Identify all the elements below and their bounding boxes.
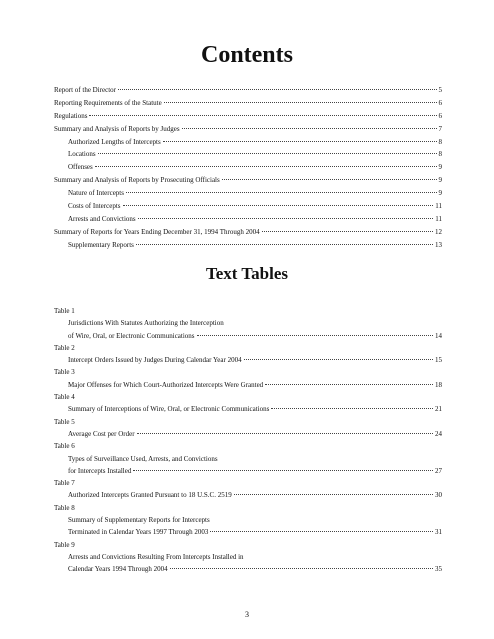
toc-entry-label: Offenses	[68, 163, 93, 172]
dot-leader	[271, 408, 433, 409]
table-number-label: Table 4	[54, 393, 75, 402]
dot-leader	[126, 192, 437, 193]
table-title-text: Summary of Supplementary Reports for Intercepts	[68, 516, 210, 525]
dot-leader	[95, 166, 437, 167]
table-page: 18	[435, 380, 442, 389]
toc-entry[interactable]	[54, 110, 442, 123]
table-title-text: Major Offenses for Which Court-Authorized Intercepts Were Granted	[68, 380, 264, 389]
text-tables-list	[54, 305, 442, 576]
table-number-label: Table 5	[54, 417, 75, 426]
table-title-text: Summary of Interceptions of Wire, Oral, or Electronic Communications	[68, 405, 270, 414]
table-number	[54, 539, 442, 551]
dot-leader	[170, 568, 433, 569]
table-number	[54, 477, 442, 489]
table-page: 24	[435, 429, 442, 438]
table-number-label: Table 1	[54, 307, 75, 315]
dot-leader	[118, 89, 436, 90]
toc-subentry[interactable]	[54, 136, 442, 149]
toc-entry-label: Summary and Analysis of Reports by Judges	[54, 124, 180, 133]
toc-subentry[interactable]	[54, 148, 442, 161]
table-title-line[interactable]	[54, 453, 442, 465]
table-title-text: of Wire, Oral, or Electronic Communications	[68, 331, 195, 340]
table-number	[54, 416, 442, 428]
table-title-text: Calendar Years 1994 Through 2004	[68, 565, 168, 574]
toc-entry[interactable]	[54, 226, 442, 239]
toc-entry-label: Reporting Requirements of the Statute	[54, 98, 162, 107]
dot-leader	[98, 153, 437, 154]
toc-entry-label: Summary of Reports for Years Ending December 31, 1994 Through 2004	[54, 227, 260, 236]
toc-entry-label: Regulations	[54, 111, 88, 120]
table-title-line[interactable]	[54, 403, 442, 415]
table-title-line[interactable]	[54, 317, 442, 329]
dot-leader	[89, 115, 436, 116]
table-number	[54, 366, 442, 378]
table-title-line[interactable]	[54, 526, 442, 538]
toc-entry-page: 9	[438, 163, 442, 172]
table-page: 21	[435, 405, 442, 414]
toc-entry-label: Costs of Intercepts	[68, 202, 121, 211]
toc-entry-page: 12	[435, 227, 442, 236]
toc-entry-page: 6	[438, 98, 442, 107]
toc-entry[interactable]	[54, 97, 442, 110]
table-page: 15	[435, 356, 442, 365]
toc-subentry[interactable]	[54, 161, 442, 174]
table-number-label: Table 8	[54, 503, 75, 512]
toc-entry-label: Locations	[68, 150, 96, 159]
table-number	[54, 342, 442, 354]
toc-entry-page: 5	[438, 86, 442, 94]
dot-leader	[210, 531, 433, 532]
toc-entry-page: 6	[438, 111, 442, 120]
dot-leader	[136, 244, 433, 245]
table-title-text: Average Cost per Order	[68, 429, 135, 438]
toc-entry-page: 7	[438, 124, 442, 133]
table-title-text: for Intercepts Installed	[68, 466, 132, 475]
toc-entry-page: 13	[435, 240, 442, 249]
dot-leader	[123, 205, 434, 206]
contents-title: Contents	[200, 42, 293, 68]
toc-entry-page: 11	[435, 214, 442, 223]
toc-entry-page: 9	[438, 189, 442, 198]
table-number-label: Table 9	[54, 540, 75, 549]
toc-entry[interactable]	[54, 123, 442, 136]
table-title-line[interactable]	[54, 379, 442, 391]
toc-subentry[interactable]	[54, 200, 442, 213]
table-page: 14	[435, 331, 442, 340]
table-number	[54, 305, 442, 317]
table-page: 30	[435, 491, 442, 500]
dot-leader	[234, 494, 433, 495]
dot-leader	[138, 218, 434, 219]
table-title-text: Types of Surveillance Used, Arrests, and Convictions	[68, 454, 218, 463]
table-title-line[interactable]	[54, 330, 442, 342]
dot-leader	[164, 102, 437, 103]
dot-leader	[182, 128, 437, 129]
table-number	[54, 391, 442, 403]
table-title-line[interactable]	[54, 428, 442, 440]
toc-subentry[interactable]	[54, 213, 442, 226]
table-title-line[interactable]	[54, 489, 442, 501]
toc-entry-label: Summary and Analysis of Reports by Prosecuting Officials	[54, 176, 220, 185]
text-tables-title: Text Tables	[205, 264, 289, 283]
toc-entry-label: Report of the Director	[54, 86, 117, 94]
table-number-label: Table 7	[54, 479, 75, 488]
dot-leader	[197, 335, 433, 336]
contents-list	[54, 84, 442, 252]
table-title-line[interactable]	[54, 551, 442, 563]
page-number: 3	[245, 610, 249, 619]
dot-leader	[262, 231, 433, 232]
table-title-line[interactable]	[54, 354, 442, 366]
table-title-line[interactable]	[54, 563, 442, 575]
table-title-line[interactable]	[54, 465, 442, 477]
toc-entry-page: 8	[438, 150, 442, 159]
toc-entry-label: Arrests and Convictions	[68, 214, 136, 223]
toc-subentry[interactable]	[54, 239, 442, 252]
toc-entry-page: 9	[438, 176, 442, 185]
table-title-text: Terminated in Calendar Years 1997 Through 2003	[68, 528, 209, 537]
dot-leader	[244, 359, 433, 360]
table-number	[54, 440, 442, 452]
table-page: 27	[435, 466, 442, 475]
table-number	[54, 502, 442, 514]
table-title-text: Authorized Intercepts Granted Pursuant to 18 U.S.C. 2519	[68, 491, 232, 500]
table-number-label: Table 6	[54, 442, 75, 451]
dot-leader	[137, 433, 433, 434]
dot-leader	[222, 179, 437, 180]
dot-leader	[265, 384, 433, 385]
toc-entry-page: 11	[435, 202, 442, 211]
table-page: 31	[435, 528, 442, 537]
toc-subentry[interactable]	[54, 187, 442, 200]
table-title-text: Jurisdictions With Statutes Authorizing the Interception	[68, 319, 224, 328]
table-title-text: Arrests and Convictions Resulting From Intercepts Installed in	[68, 552, 244, 561]
toc-entry[interactable]	[54, 84, 442, 97]
table-number-label: Table 3	[54, 368, 75, 377]
table-title-line[interactable]	[54, 514, 442, 526]
dot-leader	[133, 470, 433, 471]
toc-entry-page: 8	[438, 137, 442, 146]
toc-entry[interactable]	[54, 174, 442, 187]
table-number-label: Table 2	[54, 343, 75, 352]
table-title-text: Intercept Orders Issued by Judges During Calendar Year 2004	[68, 356, 242, 365]
toc-entry-label: Nature of Intercepts	[68, 189, 124, 198]
toc-entry-label: Authorized Lengths of Intercepts	[68, 137, 161, 146]
dot-leader	[163, 141, 437, 142]
table-page: 35	[435, 565, 442, 574]
toc-entry-label: Supplementary Reports	[68, 240, 134, 249]
